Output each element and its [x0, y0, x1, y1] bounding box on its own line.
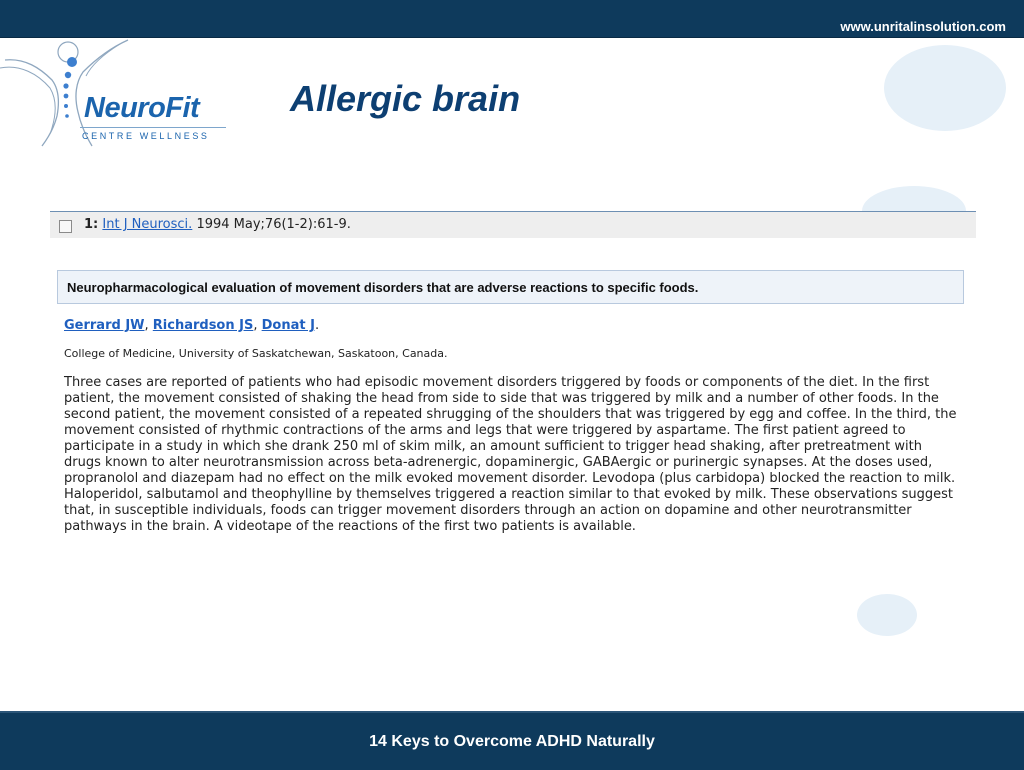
author-separator: ,: [144, 318, 153, 333]
author-separator: ,: [253, 318, 262, 333]
article-title-box: [57, 270, 964, 304]
logo-brand: NeuroFit: [84, 92, 200, 124]
article-title: Neuropharmacological evaluation of movement disorders that are adverse reactions to specific foods.: [67, 280, 699, 295]
author-link[interactable]: Richardson JS: [152, 318, 254, 333]
citation-number: 1:: [84, 217, 99, 232]
slide-title: Allergic brain: [290, 78, 521, 119]
decorative-bubble: [857, 594, 917, 636]
logo-tagline: CENTRE WELLNESS: [82, 131, 210, 141]
header-bar: [0, 0, 1024, 38]
citation-line: [84, 217, 351, 232]
decorative-bubble: [884, 45, 1006, 131]
citation-checkbox[interactable]: [59, 220, 72, 233]
footer-bar: [0, 711, 1024, 770]
author-link[interactable]: Donat J: [261, 318, 315, 333]
abstract-text: Three cases are reported of patients who had episodic movement disorders triggered by foods or components of the diet. In the first patient, the movement consisted of shaking the head from side to side that was triggered by milk and a number of other foods. In the second patient, the movement consisted of a repeated shrugging of the shoulders that was triggered by egg and coffee. In the third, the movement consisted of rhythmic contractions of the arms and legs that were triggered by aspartame. The first patient agreed to participate in a study in which she drank 250 ml of skim milk, an amount sufficient to trigger head shaking, after pretreatment with drugs known to alter neurotransmission across beta-adrenergic, dopaminergic, GABAergic or purinergic synapses. At the doses used, propranolol and diazepam had no effect on the milk evoked movement disorder. Levodopa (plus carbidopa) blocked the reaction to milk. Haloperidol, salbutamol and theophylline by themselves triggered a reaction similar to that evoked by milk. These observations suggest that, in susceptible individuals, foods can trigger movement disorders through an action on dopamine and other neurotransmitter pathways in the brain. A videotape of the reactions of the first two patients is available.: [64, 375, 957, 534]
citation-details: 1994 May;76(1-2):61-9.: [196, 217, 351, 232]
affiliation: College of Medicine, University of Saskatchewan, Saskatoon, Canada.: [64, 347, 448, 360]
logo-divider: [80, 127, 226, 128]
author-link[interactable]: Gerrard JW: [64, 318, 145, 333]
footer-text: 14 Keys to Overcome ADHD Naturally: [369, 733, 655, 750]
journal-link[interactable]: Int J Neurosci.: [102, 217, 193, 232]
neurofit-logo: [0, 38, 240, 148]
citation-bar: [50, 211, 976, 238]
author-terminator: .: [314, 318, 320, 333]
site-url[interactable]: www.unritalinsolution.com: [840, 19, 1006, 34]
author-list: [64, 318, 319, 333]
